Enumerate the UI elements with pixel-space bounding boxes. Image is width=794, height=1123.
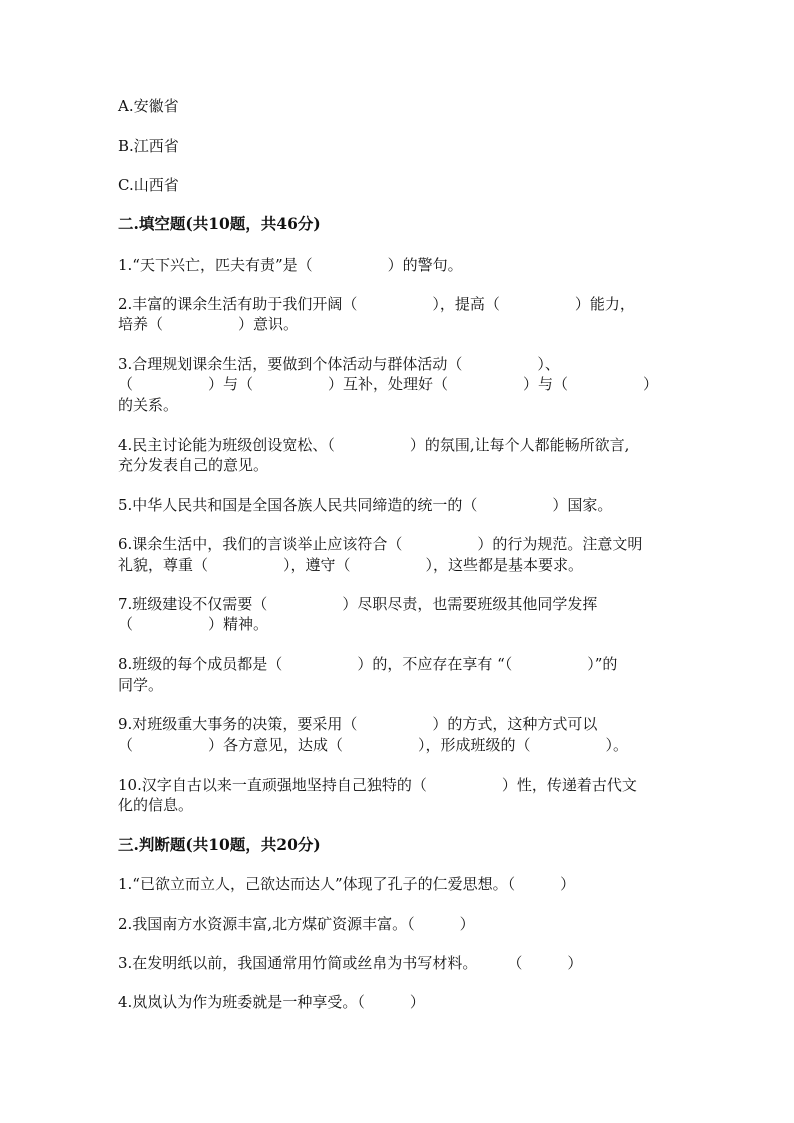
judge-question-4: 4.岚岚认为作为班委就是一种享受。（ ） [118,993,425,1011]
fill-question-4-line-1: 4.民主讨论能为班级创设宽松、（ ）的氛围,让每个人都能畅所欲言, [118,436,630,454]
fill-question-3-line-3: 的关系。 [118,396,179,414]
fill-question-2-line-2: 培养（ ）意识。 [118,315,299,333]
fill-question-4-line-2: 充分发表自己的意见。 [118,456,269,474]
fill-question-3-line-1: 3.合理规划课余生活，要做到个体活动与群体活动（ ）、 [118,355,560,373]
fill-question-3-line-2: （ ）与（ ）互补，处理好（ ）与（ ） [118,375,659,393]
fill-question-8-line-1: 8.班级的每个成员都是（ ）的，不应存在享有 “（ ）”的 [118,655,618,673]
option-a: A.安徽省 [118,97,179,115]
fill-question-5: 5.中华人民共和国是全国各族人民共同缔造的统一的（ ）国家。 [118,496,613,514]
option-b: B.江西省 [118,137,179,155]
section-heading-fill-blank: 二.填空题(共10题，共46分) [118,214,321,233]
section-heading-true-false: 三.判断题(共10题，共20分) [118,835,321,854]
fill-question-6-line-1: 6.课余生活中，我们的言谈举止应该符合（ ）的行为规范。注意文明 [118,535,643,553]
option-c: C.山西省 [118,176,179,194]
fill-question-8-line-2: 同学。 [118,676,164,694]
fill-question-9-line-2: （ ）各方意见，达成（ ），形成班级的（ ）。 [118,736,629,754]
fill-question-7-line-2: （ ）精神。 [118,615,269,633]
fill-question-7-line-1: 7.班级建设不仅需要（ ）尽职尽责，也需要班级其他同学发挥 [118,595,598,613]
fill-question-10-line-1: 10.汉字自古以来一直顽强地坚持自己独特的（ ）性，传递着古代文 [118,776,637,794]
fill-question-9-line-1: 9.对班级重大事务的决策，要采用（ ）的方式，这种方式可以 [118,715,598,733]
fill-question-10-line-2: 化的信息。 [118,796,194,814]
judge-question-2: 2.我国南方水资源丰富,北方煤矿资源丰富。（ ） [118,915,475,933]
judge-question-1: 1.“已欲立而立人，己欲达而达人”体现了孔子的仁爱思想。（ ） [118,875,576,893]
fill-question-6-line-2: 礼貌，尊重（ ），遵守（ ），这些都是基本要求。 [118,556,584,574]
fill-question-1: 1.“天下兴亡，匹夫有责”是（ ）的警句。 [118,256,463,274]
judge-question-3: 3.在发明纸以前，我国通常用竹简或丝帛为书写材料。 （ ） [118,954,583,972]
fill-question-2-line-1: 2.丰富的课余生活有助于我们开阔（ ），提高（ ）能力， [118,295,635,313]
